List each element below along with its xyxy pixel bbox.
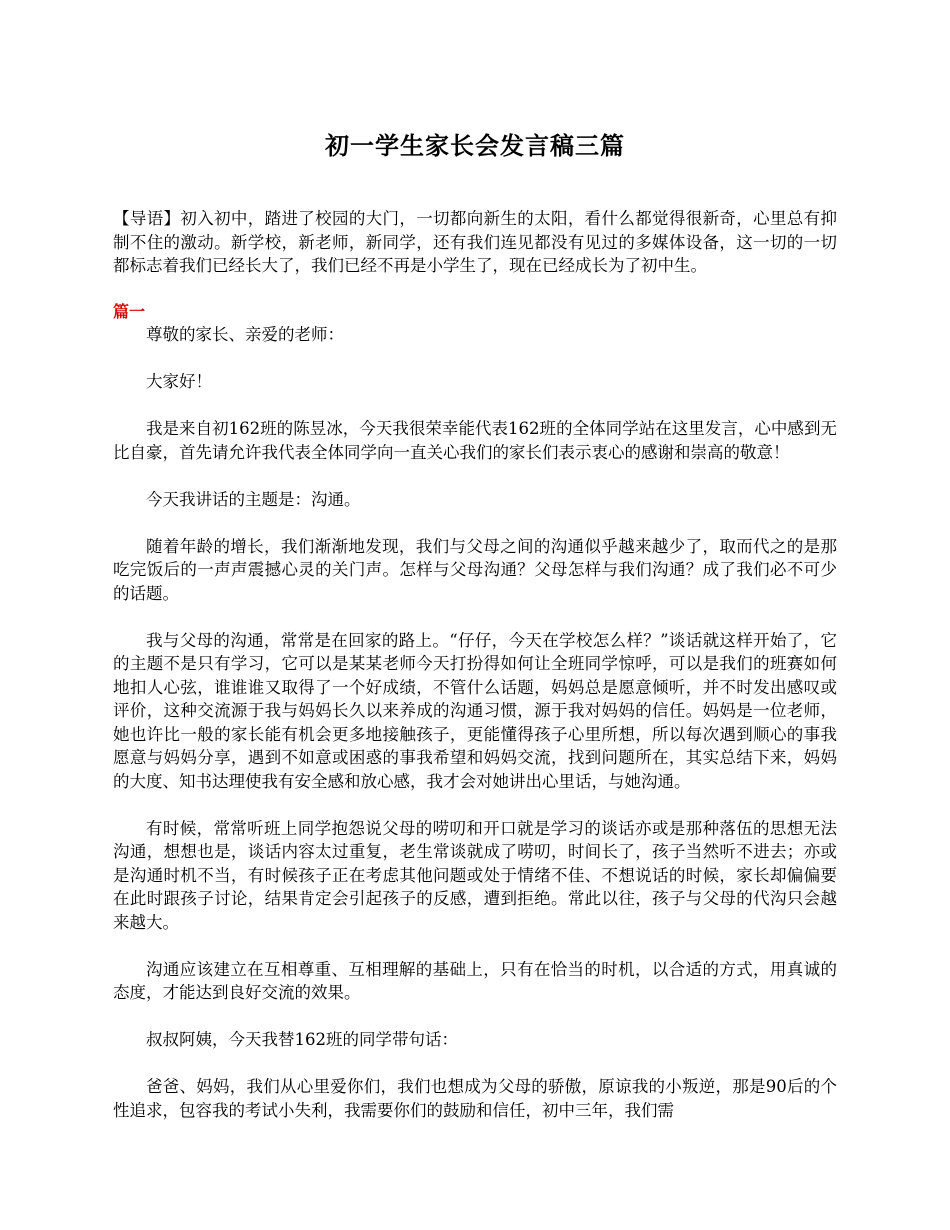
body-paragraph: 我与父母的沟通，常常是在回家的路上。“仔仔，今天在学校怎么样？”谈话就这样开始了，它的主题不是只有学习，它可以是某某老师今天打扮得如何让全班同学惊呼，可以是我们的班赛如何地扣人心弦，谁谁谁又取得了一个好成绩，不管什么话题，妈妈总是愿意倾听，并不时发出感叹或评价，这种交流源于我与妈妈长久以来养成的沟通习惯，源于我对妈妈的信任。妈妈是一位老师，她也许比一般的家长能有机会更多地接触孩子，更能懂得孩子心里所想，所以每次遇到顺心的事我愿意与妈妈分享，遇到不如意或困惑的事我希望和妈妈交流，找到问题所在，其实总结下来，妈妈的大度、知书达理使我有安全感和放心感，我才会对她讲出心里话，与她沟通。 <box>113 630 837 791</box>
body-paragraph: 随着年龄的增长，我们渐渐地发现，我们与父母之间的沟通似乎越来越少了，取而代之的是那吃完饭后的一声声震撼心灵的关门声。怎样与父母沟通？父母怎样与我们沟通？成了我们必不可少的话题。 <box>113 536 837 603</box>
body-paragraph: 爸爸、妈妈，我们从心里爱你们，我们也想成为父母的骄傲，原谅我的小叛逆，那是90后的个性追求，包容我的考试小失利，我需要你们的鼓励和信任，初中三年，我们需 <box>113 1077 837 1120</box>
section-1 <box>113 301 837 1122</box>
document-body <box>113 207 837 1122</box>
body-paragraph: 今天我讲话的主题是：沟通。 <box>146 489 361 509</box>
salutation-paragraph: 尊敬的家长、亲爱的老师： <box>146 325 344 344</box>
intro-paragraph: 【导语】初入初中，踏进了校园的大门，一切都向新生的太阳，看什么都觉得很新奇，心里总有抑制不住的激动。新学校，新老师，新同学，还有我们连见都没有见过的多媒体设备，这一切的一切都标志着我们已经长大了，我们已经不再是小学生了，现在已经成长为了初中生。 <box>113 209 837 275</box>
greeting-paragraph: 大家好！ <box>146 372 212 391</box>
body-paragraph: 有时候，常常听班上同学抱怨说父母的唠叨和开口就是学习的谈话亦或是那种落伍的思想无法沟通，想想也是，谈话内容太过重复，老生常谈就成了唠叨，时间长了，孩子当然听不进去；亦或是沟通时机不当，有时候孩子正在考虑其他问题或处于情绪不佳、不想说话的时候，家长却偏偏要在此时跟孩子讨论，结果肯定会引起孩子的反感，遭到拒绝。常此以往，孩子与父母的代沟只会越来越大。 <box>113 818 837 932</box>
body-paragraph: 沟通应该建立在互相尊重、互相理解的基础上，只有在恰当的时机，以合适的方式，用真诚的态度，才能达到良好交流的效果。 <box>113 959 837 1002</box>
body-paragraph: 叔叔阿姨，今天我替162班的同学带句话： <box>146 1030 458 1049</box>
body-paragraph: 我是来自初162班的陈昱冰，今天我很荣幸能代表162班的全体同学站在这里发言，心中感到无比自豪，首先请允许我代表全体同学向一直关心我们的家长们表示衷心的感谢和崇高的敬意！ <box>113 419 837 462</box>
section-heading: 篇一 <box>113 302 146 321</box>
document-title: 初一学生家长会发言稿三篇 <box>325 132 625 161</box>
